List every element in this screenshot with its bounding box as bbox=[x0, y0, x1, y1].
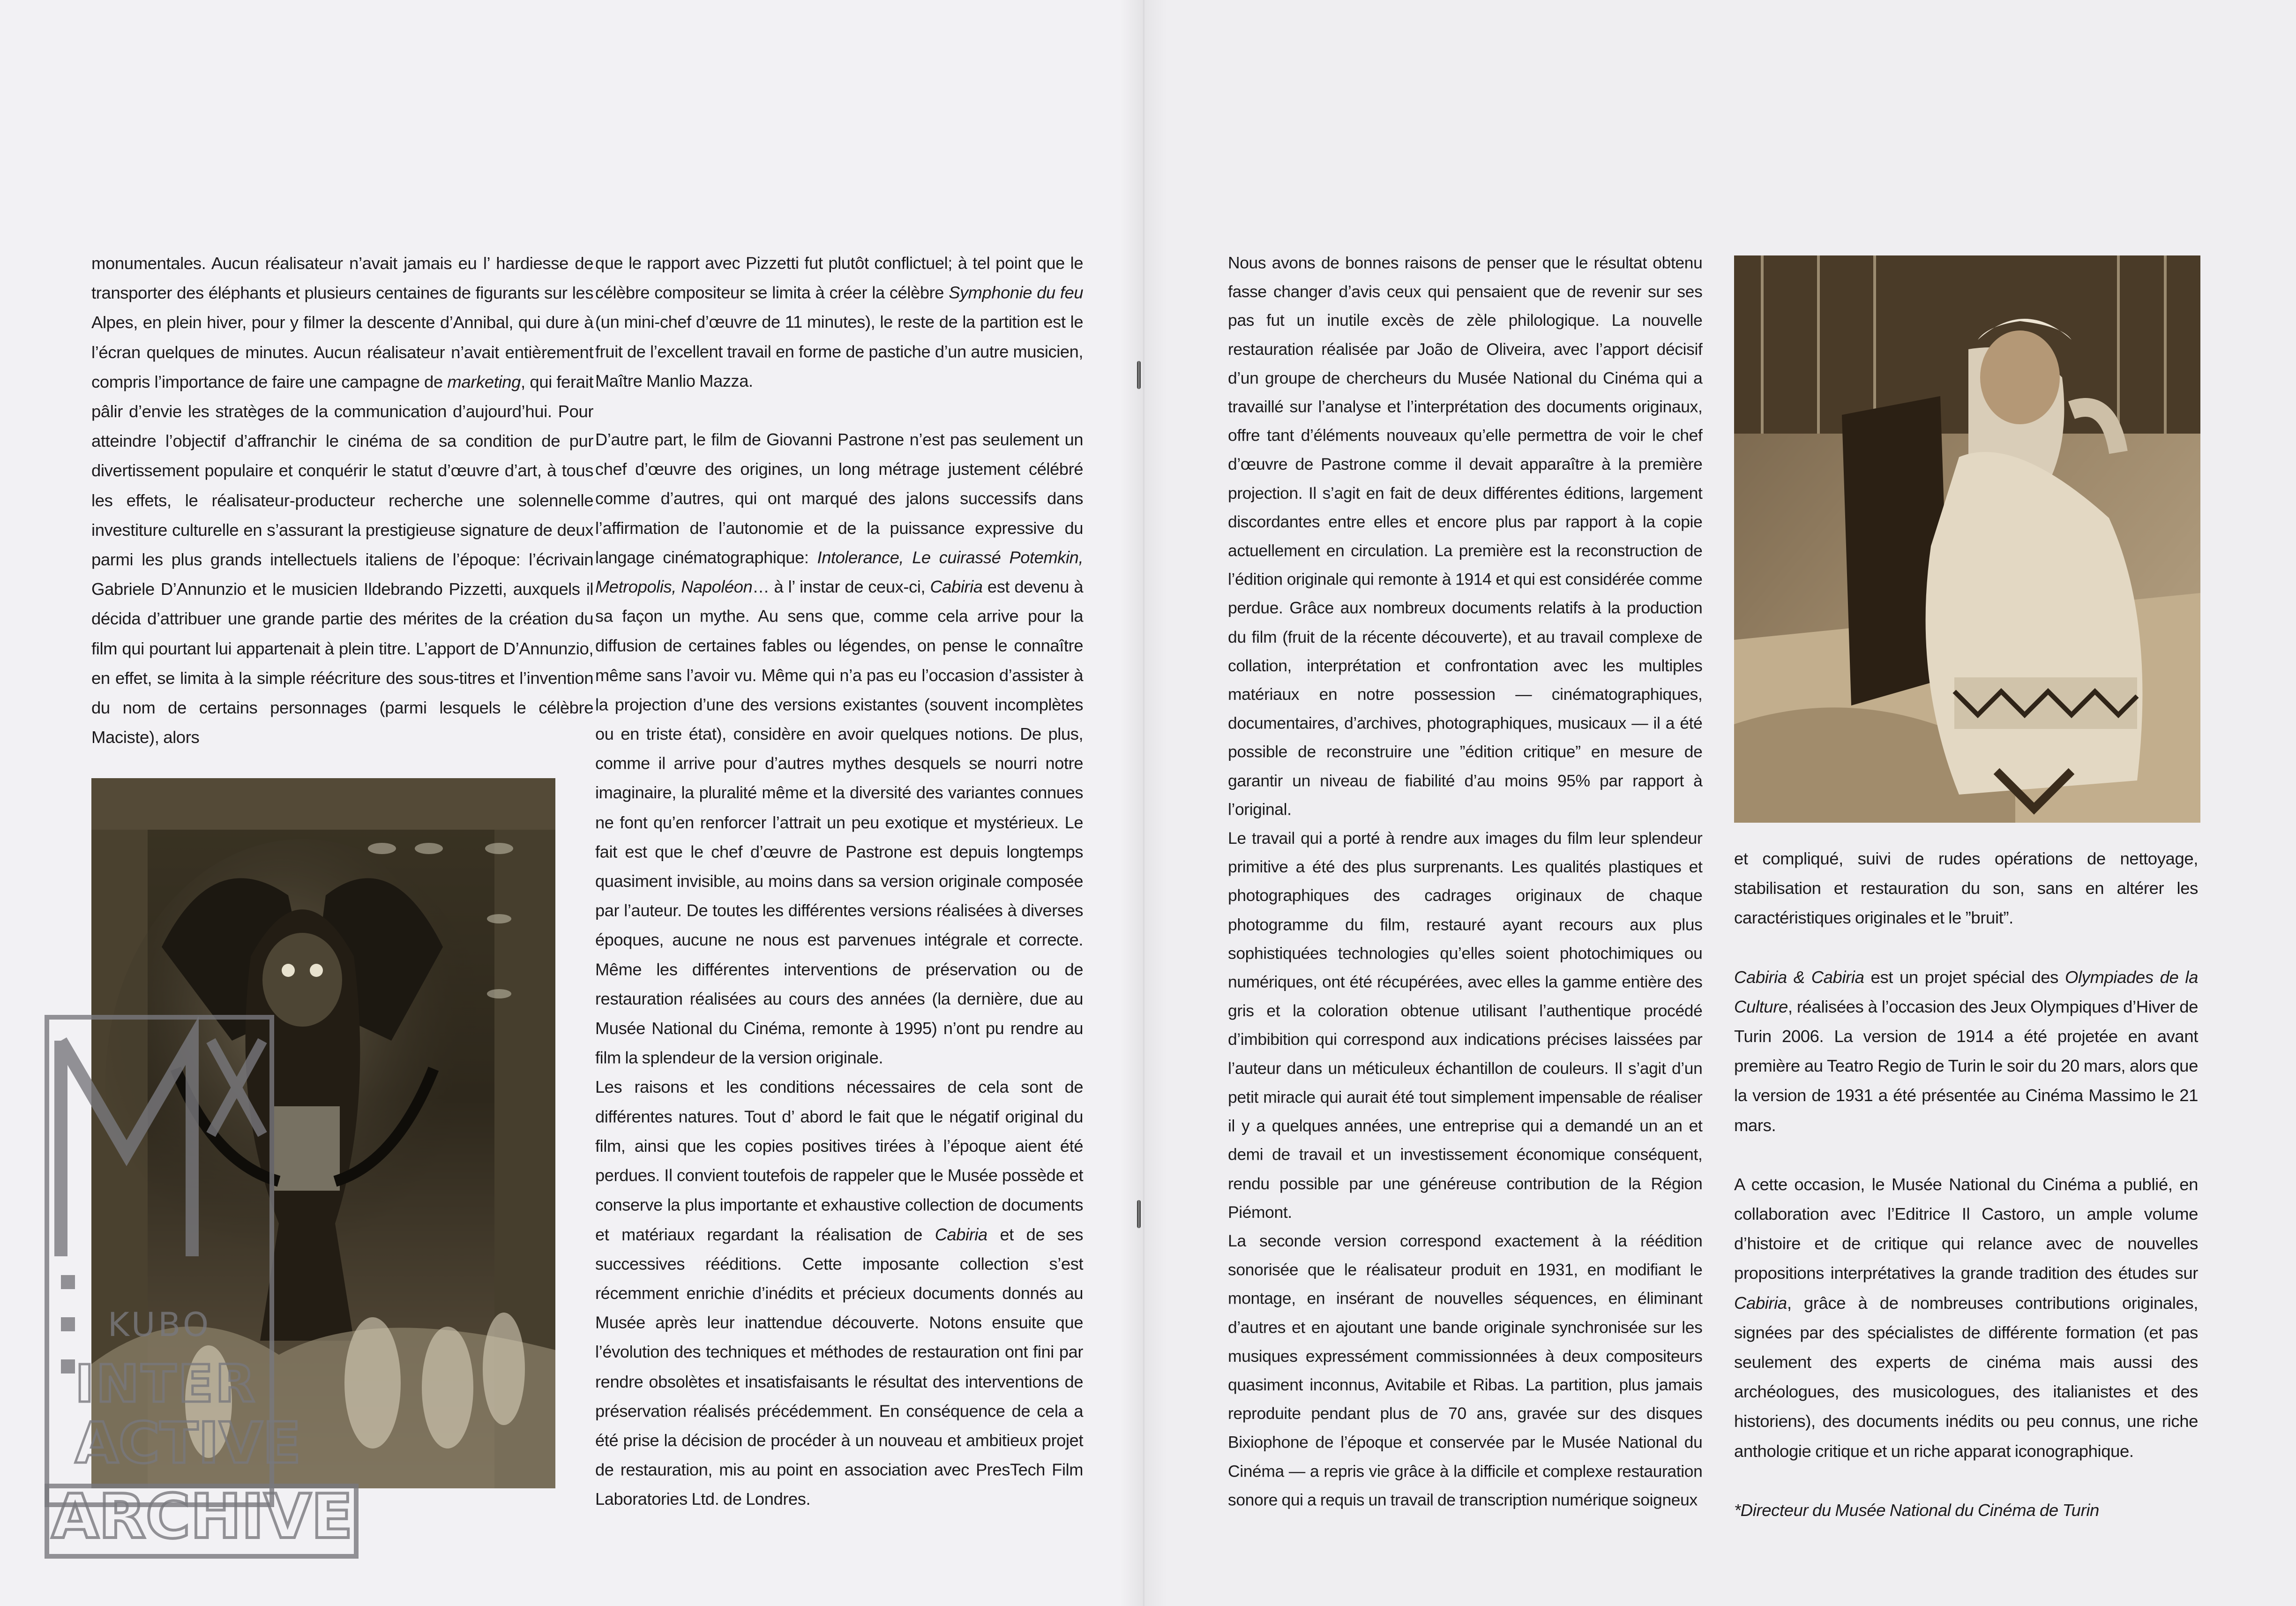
text-run: , réalisées à l’occasion des Jeux Olympiques d’Hiver de Turin 2006. La version de 1914 a été projetée en avant première au Teatro Regio de Turin le soir du 20 mars, alors que la version de 1931 a été présentée au Cinéma Massimo le 21 mars. bbox=[1734, 997, 2198, 1135]
italic-text: Olympiades de la Culture bbox=[1734, 967, 2198, 1016]
text-column-4 bbox=[1734, 844, 2198, 1525]
italic-text: Cabiria & Cabiria bbox=[1734, 967, 1864, 987]
text-run: A cette occasion, le Musée National du Cinéma a publié, en collaboration avec l’Editrice Il Castoro, un ample volume d’histoire et de critique qui relance avec de nouvelles propositions interprétatives la grande tradition des études sur bbox=[1734, 1174, 2198, 1283]
text-run: que le rapport avec Pizzetti fut plutôt conflictuel; à tel point que le célèbre compositeur se limita à créer la célèbre bbox=[595, 253, 1084, 302]
italic-text: Cabiria bbox=[935, 1224, 987, 1244]
text-run: Les raisons et les conditions nécessaires de cela sont de différentes natures. Tout d’ abord le fait que le négatif original du film, ainsi que les copies positives tirées à l’époque aient été perdues. Il convient toutefois de rappeler que le Musée possède et conserve la plus importante et exhaustive collection de documents et matériaux regardant la réalisation de bbox=[595, 1077, 1084, 1244]
italic-text: Symphonie du feu bbox=[949, 283, 1084, 302]
italic-text: marketing bbox=[447, 372, 521, 391]
staple-top bbox=[1137, 361, 1141, 389]
italic-text: Intolerance, Le cuirassé Potemkin, Metropolis, Napoléon bbox=[595, 548, 1084, 597]
text-column-2 bbox=[595, 248, 1083, 1514]
italic-text: Cabiria bbox=[930, 577, 983, 597]
paragraph bbox=[91, 248, 593, 752]
text-run: … à l’ instar de ceux-ci, bbox=[752, 577, 930, 597]
staple-bottom bbox=[1137, 1200, 1141, 1228]
paragraph bbox=[1734, 962, 2198, 1140]
text-run: monumentales. Aucun réalisateur n’avait jamais eu l’ hardiesse de transporter des éléphants et plusieurs centaines de figurants sur les Alpes, en plein hiver, pour y filmer la descente d’Annibal, qui dure à l’écran quelques de minutes. Aucun réalisateur n’avait entièrement compris l’importance de faire une campagne de bbox=[91, 254, 594, 391]
text-run: est devenu à sa façon un mythe. Au sens que, comme cela arrive pour la diffusion de certaines fables ou légendes, on pense le connaître même sans l’avoir vu. Même qui n’a pas eu l’occasion d’assister à la projection d’une des versions existantes (souvent incomplètes ou en triste état), considère en avoir quelques notions. De plus, comme il arrive pour d’autres mythes desquels se nourri notre imaginaire, la pluralité même et la diversité des variantes connues ne font qu’en renforcer l’attrait un peu exotique et mystérieux. Le fait est que le chef d’œuvre de Pastrone est depuis longtemps quasiment invisible, au moins dans sa version originale composée par l’auteur. De toutes les différentes versions réalisées à diverses époques, aucune ne nous est parvenues intégrale et correcte. Même les différentes interventions de préservation ou de restauration réalisées au cours des années (la dernière, due au Musée National du Cinéma, remonte à 1995) n’ont pu rendre au film la splendeur de la version originale. bbox=[595, 577, 1084, 1067]
watermark-small-text: KUBO bbox=[108, 1306, 212, 1344]
text-run: (un mini-chef d’œuvre de 11 minutes), le reste de la partition est le fruit de l’excellent travail en forme de pastiche d’un autre musicien, Maître Manlio Mazza. bbox=[595, 312, 1084, 390]
paragraph: Nous avons de bonnes raisons de penser que le résultat obtenu fasse changer d’avis ceux qui pensaient que de revenir sur ses pas fut un inutile excès de zèle philologique. La nouvelle restauration réalisée par João de Oliveira, avec l’apport décisif d’un groupe de chercheurs du Musée National du Cinéma qui a travaillé sur l’analyse et l’interprétation des documents originaux, offre tant d’éléments nouveaux qu’elle permettra de voir le chef d’œuvre de Pastrone comme il devait apparaître à la première projection. Il s’agit en fait de deux différentes éditions, largement discordantes entre elles et encore plus par rapport à la copie actuellement en circulation. La première est la reconstruction de l’édition originale qui remonte à 1914 et qui est considérée comme perdue. Grâce aux nombreux documents relatifs à la production du film (fruit de la récente découverte), et au travail complexe de collation, interprétation et confrontation avec les multiples matériaux en notre possession — cinématographiques, documentaires, d’archives, photographiques, musicaux — il a été possible de reconstruire une ”édition critique” en mesure de garantir un niveau de fiabilité d’au moins 95% par rapport à l’original. bbox=[1228, 253, 1703, 819]
italic-text: Cabiria bbox=[1734, 1293, 1787, 1313]
watermark-line-1: INTER bbox=[75, 1354, 257, 1414]
text-run: , grâce à de nombreuses contributions originales, signées par des spécialistes de différente formation (et pas seulement des experts de cinéma mais aussi des archéologues, des musicologues, des italianistes et des historiens), des documents inédits ou peu connus, une riche anthologie critique et un riche apparat iconographique. bbox=[1734, 1293, 2198, 1461]
paragraph bbox=[1734, 1170, 2198, 1466]
paragraph bbox=[595, 1073, 1083, 1514]
paragraph: La seconde version correspond exactement à la réédition sonorisée que le réalisateur produit en 1931, en modifiant le montage, en insérant de nouvelles séquences, en éliminant d’autres et en ajoutant une bande originale synchronisée sur les musiques expressément commissionnées à deux compositeurs quasiment inconnus, Avitabile et Ribas. La partition, plus jamais reproduite pendant plus de 70 ans, gravée sur des disques Bixiophone de l’époque et conservée par le Musée National du Cinéma — a repris vie grâce à la difficile et complexe restauration sonore qui a requis un travail de transcription numérique soigneux bbox=[1228, 1231, 1703, 1509]
paragraph bbox=[595, 248, 1083, 396]
paragraph bbox=[595, 425, 1083, 1073]
paragraph: Le travail qui a porté à rendre aux images du film leur splendeur primitive a été des plus surprenants. Les qualités plastiques et photographiques des cadrages originaux de chaque photogramme du film, restauré ayant recours aux plus sophistiquées technologies qu’elles soient photochimiques ou numériques, ont été récupérées, avec elles la gamme entière des gris et la coloration obtenue utilisant l’authentique procédé d’imbibition qui correspond aux indications précises laissées par l’auteur dans un méticuleux échantillon de couleurs. Il s’agit d’un petit miracle qui aurait été tout simplement impensable de réaliser il y a quelques années, une entreprise qui a demandé un an et demi de travail et un investissement économique conséquent, rendu possible par une généreuse contribution de la Région Piémont. bbox=[1228, 828, 1703, 1222]
text-column-3 bbox=[1228, 248, 1702, 1514]
text-column-1 bbox=[91, 248, 593, 752]
text-run: et de ses successives rééditions. Cette imposante collection s’est récemment enrichie d’inédits et précieux documents donnés au Musée après leur inattendue découverte. Notons ensuite que l’évolution des techniques et méthodes de restauration ont fini par rendre obsolètes et insatisfaisants le résultat des interventions de préservation réalisés précédemment. En conséquence de cela a été prise la décision de procéder à un nouveau et ambitieux projet de restauration, mis au point en association avec PresTech Film Laboratories Ltd. de Londres. bbox=[595, 1224, 1084, 1509]
interactive-archive-watermark bbox=[42, 1013, 361, 1561]
text-run: D’autre part, le film de Giovanni Pastrone n’est pas seulement un chef d’œuvre des origines, un long métrage justement célébré comme d’autres, qui ont marqué des jalons successifs dans l’affirmation de l’autonomie et de la puissance expressive du langage cinématographique: bbox=[595, 430, 1084, 567]
text-run: est un projet spécial des bbox=[1864, 967, 2065, 987]
watermark-line-3: ARCHIVE bbox=[52, 1481, 353, 1552]
watermark-line-2: ACTIVE bbox=[75, 1411, 301, 1476]
film-still-old-man-photo bbox=[1734, 255, 2200, 823]
page-gutter bbox=[1120, 0, 1167, 1606]
text-run: , qui ferait pâlir d’envie les stratèges de la communication d’aujourd’hui. Pour atteindre l’objectif d’affranchir le cinéma de sa condition de pur divertissement populaire et conquérir le statut d’œuvre d’art, à tous les effets, le réalisateur-producteur recherche une solennelle investiture culturelle en s’assurant la prestigieuse signature de deux parmi les plus grands intellectuels italiens de l’époque: l’écrivain Gabriele D’Annunzio et le musicien Ildebrando Pizzetti, auxquels il décida d’attribuer une grande partie des mérites de la création du film qui pourtant lui appartenait à plein titre. L’apport de D’Annunzio, en effet, se limita à la simple réécriture des sous-titres et l’invention du nom de certains personnages (parmi lesquels le célèbre Maciste), alors bbox=[91, 372, 594, 747]
footnote: *Directeur du Musée National du Cinéma de Turin bbox=[1734, 1500, 2099, 1520]
paragraph: et compliqué, suivi de rudes opérations de nettoyage, stabilisation et restauration du son, sans en altérer les caractéristiques originales et le ”bruit”. bbox=[1734, 849, 2198, 928]
